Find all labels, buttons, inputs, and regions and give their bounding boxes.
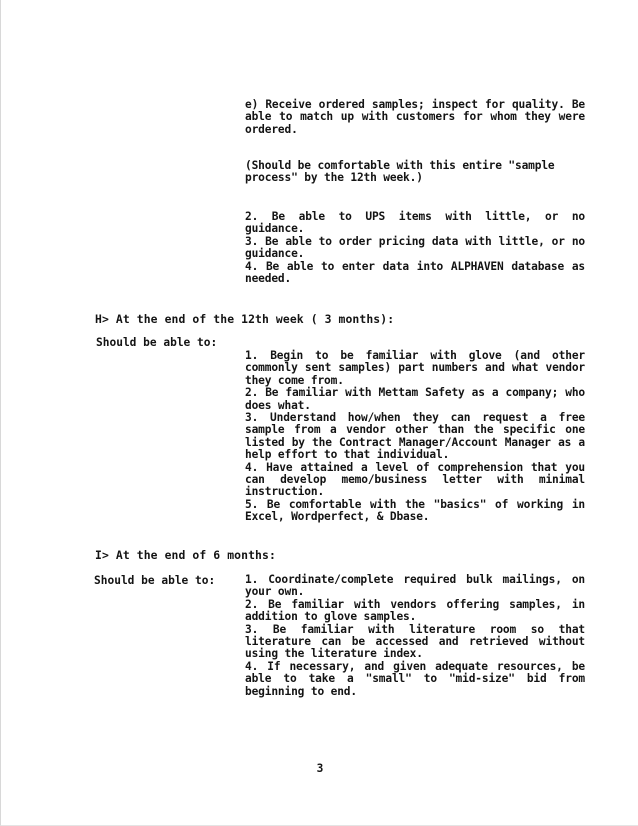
section-h-label: Should be able to:	[96, 336, 218, 349]
section-h-items	[245, 350, 585, 524]
section-h-item-5: 5. Be comfortable with the "basics" of working in Excel, Wordperfect, & Dbase.	[245, 497, 585, 524]
section-h-heading: H> At the end of the 12th week ( 3 months):	[95, 312, 395, 326]
section-h-item-3: 3. Understand how/when they can request a free sample from a vendor other than the specific one listed by the Contract Manager/Account Manager as a help effort to that individual.	[245, 411, 585, 462]
section-g-item-e-text: e) Receive ordered samples; inspect for quality. Be able to match up with customers for whom they were ordered.	[245, 98, 585, 136]
section-i-label: Should be able to:	[94, 574, 216, 587]
section-h-item-4: 4. Have attained a level of comprehension that you can develop memo/business letter with minimal instruction.	[245, 460, 585, 499]
section-i-item-2: 2. Be familiar with vendors offering samples, in addition to glove samples.	[245, 597, 585, 624]
section-g-items	[245, 211, 585, 285]
section-i-item-1: 1. Coordinate/complete required bulk mailings, on your own.	[245, 573, 585, 599]
section-g-item-2: 2. Be able to UPS items with little, or no guidance.	[245, 210, 585, 236]
section-h-item-1: 1. Begin to be familiar with glove (and other commonly sent samples) part numbers and what vendor they come from.	[245, 349, 585, 387]
section-i-heading: I> At the end of 6 months:	[95, 548, 276, 562]
section-g-note	[245, 160, 585, 185]
section-i-items	[245, 574, 585, 698]
section-g-item-e	[245, 99, 585, 136]
section-g-note-text: (Should be comfortable with this entire "sample process" by the 12th week.)	[245, 159, 555, 185]
section-i-item-4: 4. If necessary, and given adequate resources, be able to take a "small" to "mid-size" bid from beginning to end.	[245, 659, 585, 698]
section-g-item-3: 3. Be able to order pricing data with little, or no guidance.	[245, 234, 585, 261]
section-h-item-2: 2. Be familiar with Mettam Safety as a company; who does what.	[245, 386, 585, 412]
page-number: 3	[316, 762, 324, 775]
section-g-item-4: 4. Be able to enter data into ALPHAVEN database as needed.	[245, 259, 585, 286]
section-i-item-3: 3. Be familiar with literature room so that literature can be accessed and retrieved without using the literature index.	[245, 622, 585, 661]
